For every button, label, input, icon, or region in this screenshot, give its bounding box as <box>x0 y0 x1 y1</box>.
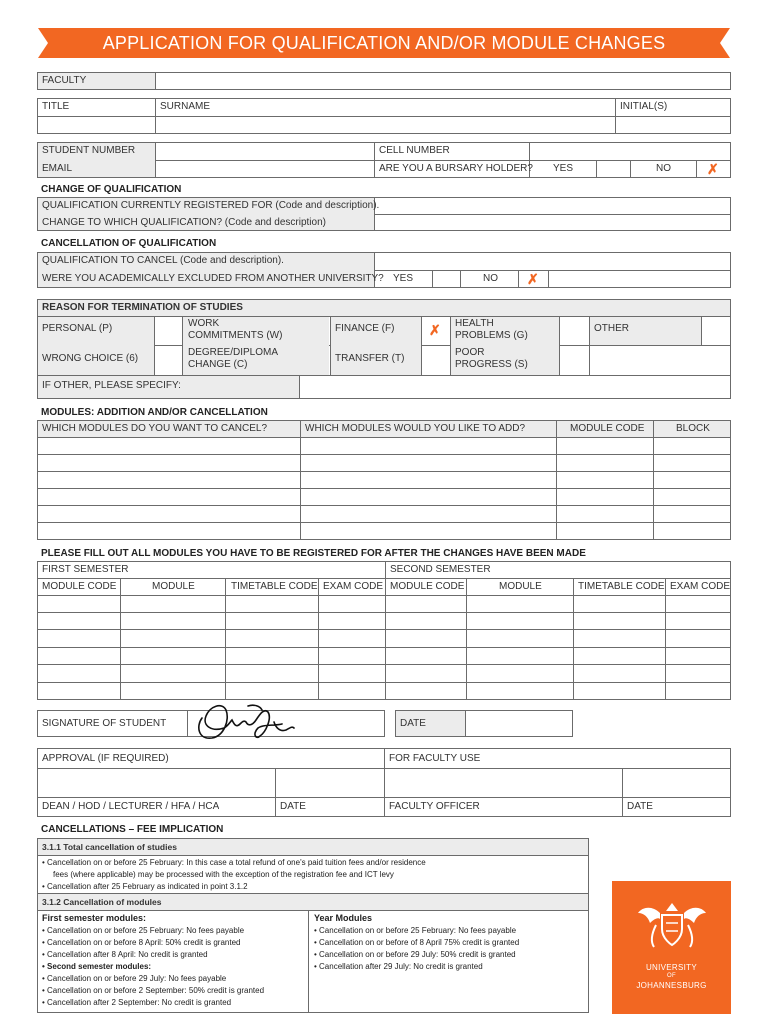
university-logo <box>612 881 731 1014</box>
reason-work-label: WORK COMMITMENTS (W) <box>188 318 283 341</box>
signature-date-label: DATE <box>396 711 465 736</box>
title-label: TITLE <box>42 101 70 112</box>
reason-health-label: HEALTH PROBLEMS (G) <box>455 318 528 341</box>
cell-number-label: CELL NUMBER <box>379 145 450 156</box>
reason-finance-checkbox[interactable]: ✗ <box>429 322 441 338</box>
reason-degree-change-checkbox[interactable] <box>302 346 329 375</box>
title-field[interactable] <box>38 117 154 133</box>
reason-poor-progress-checkbox[interactable] <box>560 346 588 375</box>
email-label: EMAIL <box>42 163 73 174</box>
change-to-label: CHANGE TO WHICH QUALIFICATION? (Code and description) <box>42 217 326 228</box>
first-sem-item: • Cancellation after 8 April: No credit is granted <box>42 950 208 959</box>
reason-other-label: OTHER <box>594 323 629 334</box>
if-other-label: IF OTHER, PLEASE SPECIFY: <box>42 380 181 391</box>
dean-label: DEAN / HOD / LECTURER / HFA / HCA <box>42 801 220 812</box>
faculty-field[interactable] <box>156 73 730 89</box>
reason-degree-change-label: DEGREE/DIPLOMA CHANGE (C) <box>188 347 279 370</box>
total-cancel-heading: 3.1.1 Total cancellation of studies <box>38 839 588 855</box>
reason-work-checkbox[interactable] <box>302 317 329 345</box>
total-cancel-item: fees (where applicable) may be processed with the exception of the registration fee and ICT levy <box>53 870 394 879</box>
s2-col-module-code: MODULE CODE <box>390 581 465 592</box>
s1-col-module: MODULE <box>152 581 195 592</box>
change-heading: CHANGE OF QUALIFICATION <box>41 184 182 195</box>
reason-transfer-label: TRANSFER (T) <box>335 353 405 364</box>
modules-cancel-heading: 3.1.2 Cancellation of modules <box>38 894 588 910</box>
reason-other-checkbox[interactable] <box>702 317 730 345</box>
reason-wrong-choice-label: WRONG CHOICE (6) <box>42 353 139 364</box>
second-sem-item: • Cancellation on or before 29 July: No fees payable <box>42 974 226 983</box>
faculty-date-label: DATE <box>627 801 653 812</box>
modules-heading: MODULES: ADDITION AND/OR CANCELLATION <box>41 407 268 418</box>
crest-icon <box>636 899 708 953</box>
first-semester-label: FIRST SEMESTER <box>42 564 129 575</box>
faculty-label: FACULTY <box>38 73 155 89</box>
reason-finance-label: FINANCE (F) <box>335 323 395 334</box>
reason-poor-progress-label: POOR PROGRESS (S) <box>455 347 528 370</box>
first-sem-modules-heading: First semester modules: <box>42 913 147 923</box>
faculty-officer-field[interactable] <box>385 769 621 796</box>
cancel-heading: CANCELLATION OF QUALIFICATION <box>41 238 217 249</box>
email-field[interactable] <box>156 161 373 177</box>
first-sem-item: • Cancellation on or before 8 April: 50% credit is granted <box>42 938 240 947</box>
bursary-no-label: NO <box>656 163 671 174</box>
initials-field[interactable] <box>616 117 730 133</box>
second-sem-modules-heading: • Second semester modules: <box>42 962 151 971</box>
form-title: APPLICATION FOR QUALIFICATION AND/OR MODULE CHANGES <box>38 28 730 58</box>
reason-personal-label: PERSONAL (P) <box>42 323 113 334</box>
col-add-modules: WHICH MODULES WOULD YOU LIKE TO ADD? <box>305 423 526 434</box>
logo-line-1: UNIVERSITY <box>645 963 697 972</box>
fee-heading: CANCELLATIONS – FEE IMPLICATION <box>41 824 224 835</box>
first-sem-item: • Cancellation on or before 25 February: No fees payable <box>42 926 244 935</box>
faculty-use-label: FOR FACULTY USE <box>389 753 481 764</box>
if-other-field[interactable] <box>300 376 730 398</box>
year-item: • Cancellation on or before 29 July: 50% credit is granted <box>314 950 516 959</box>
surname-label: SURNAME <box>160 101 211 112</box>
change-to-field[interactable] <box>375 215 730 230</box>
second-sem-item: • Cancellation after 2 September: No credit is granted <box>42 998 231 1007</box>
logo-line-2: OF <box>667 973 676 979</box>
s2-col-module: MODULE <box>499 581 542 592</box>
reason-transfer-checkbox[interactable] <box>422 346 449 375</box>
student-number-label: STUDENT NUMBER <box>42 145 136 156</box>
excluded-label: WERE YOU ACADEMICALLY EXCLUDED FROM ANOTHER UNIVERSITY? <box>42 273 384 284</box>
total-cancel-item: • Cancellation after 25 February as indicated in point 3.1.2 <box>42 882 248 891</box>
reason-health-checkbox[interactable] <box>560 317 588 345</box>
reason-wrong-choice-checkbox[interactable] <box>155 346 181 375</box>
total-cancel-item: • Cancellation on or before 25 February: In this case a total refund of one's paid tuition fees and/or residence <box>42 858 426 867</box>
year-item: • Cancellation after 29 July: No credit is granted <box>314 962 483 971</box>
cell-number-field[interactable] <box>530 143 730 159</box>
s1-col-exam: EXAM CODE <box>323 581 384 592</box>
year-modules-heading: Year Modules <box>314 913 373 923</box>
bursary-yes-checkbox[interactable] <box>597 161 629 177</box>
signature-label: SIGNATURE OF STUDENT <box>42 718 167 729</box>
bursary-label: ARE YOU A BURSARY HOLDER? <box>379 163 533 174</box>
year-item: • Cancellation on or before of 8 April 75% credit is granted <box>314 938 519 947</box>
cancel-qual-label: QUALIFICATION TO CANCEL (Code and description). <box>42 255 284 266</box>
bursary-no-checkbox[interactable]: ✗ <box>707 161 719 177</box>
initials-label: INITIAL(S) <box>620 101 668 112</box>
signature-date-field[interactable] <box>466 711 572 736</box>
logo-line-3: JOHANNESBURG <box>636 981 707 990</box>
s2-col-timetable: TIMETABLE CODE <box>578 581 665 592</box>
approval-label: APPROVAL (IF REQUIRED) <box>42 753 169 764</box>
faculty-officer-label: FACULTY OFFICER <box>389 801 480 812</box>
approval-date-field[interactable] <box>276 769 383 796</box>
col-block: BLOCK <box>676 423 710 434</box>
reason-personal-checkbox[interactable] <box>155 317 181 345</box>
current-qual-label: QUALIFICATION CURRENTLY REGISTERED FOR (Code and description). <box>42 200 380 211</box>
s1-col-module-code: MODULE CODE <box>42 581 117 592</box>
approval-signature-field[interactable] <box>38 769 274 796</box>
excluded-yes-label: YES <box>393 273 414 284</box>
excluded-yes-checkbox[interactable] <box>433 271 459 287</box>
s1-col-timetable: TIMETABLE CODE <box>231 581 318 592</box>
year-item: • Cancellation on or before 25 February: No fees payable <box>314 926 516 935</box>
col-module-code: MODULE CODE <box>570 423 645 434</box>
s2-col-exam: EXAM CODE <box>670 581 731 592</box>
student-number-field[interactable] <box>156 143 373 159</box>
second-semester-label: SECOND SEMESTER <box>390 564 491 575</box>
approval-date-label: DATE <box>280 801 306 812</box>
excluded-no-checkbox[interactable]: ✗ <box>527 271 539 287</box>
faculty-date-field[interactable] <box>623 769 730 796</box>
cancel-qual-field[interactable] <box>375 253 730 269</box>
current-qual-field[interactable] <box>375 198 730 214</box>
fill-heading: PLEASE FILL OUT ALL MODULES YOU HAVE TO BE REGISTERED FOR AFTER THE CHANGES HAVE BEEN MADE <box>41 548 586 559</box>
excluded-no-label: NO <box>483 273 498 284</box>
surname-field[interactable] <box>156 117 614 133</box>
bursary-yes-label: YES <box>553 163 574 174</box>
col-cancel-modules: WHICH MODULES DO YOU WANT TO CANCEL? <box>42 423 268 434</box>
second-sem-item: • Cancellation on or before 2 September: 50% credit is granted <box>42 986 264 995</box>
reason-heading: REASON FOR TERMINATION OF STUDIES <box>38 300 730 316</box>
student-signature[interactable] <box>190 698 310 746</box>
